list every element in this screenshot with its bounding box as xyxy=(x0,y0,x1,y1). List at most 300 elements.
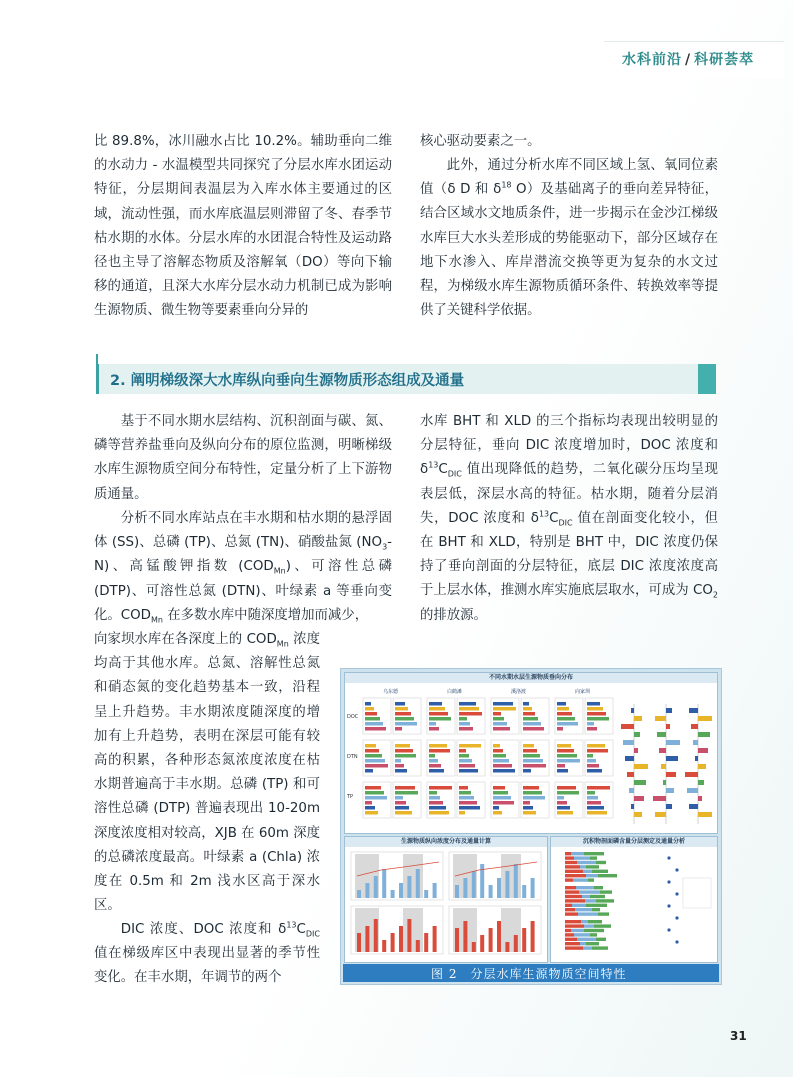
diverging-bar xyxy=(698,732,710,737)
profile-bar xyxy=(365,786,381,790)
scatter-point xyxy=(675,892,678,895)
sediment-bar xyxy=(573,878,588,881)
profile-bar xyxy=(459,744,481,748)
profile-bar xyxy=(523,769,531,773)
flux-bar xyxy=(399,883,403,898)
scatter-point xyxy=(675,916,678,919)
legend-box xyxy=(683,878,711,908)
profile-bar xyxy=(557,806,570,810)
profile-bar xyxy=(557,786,576,790)
profile-bar xyxy=(493,811,502,815)
profile-bar xyxy=(523,744,534,748)
sediment-bar xyxy=(565,865,580,868)
profile-bar xyxy=(523,749,537,753)
profile-bar xyxy=(557,744,571,748)
diverging-bar xyxy=(685,772,698,777)
diverging-bar xyxy=(655,716,666,721)
figure-panel-sediment-phosphorus xyxy=(550,836,718,963)
sediment-bar xyxy=(574,933,590,936)
sediment-bar xyxy=(565,886,576,889)
profile-bar xyxy=(557,712,572,716)
sediment-bar xyxy=(598,874,617,877)
profile-bar xyxy=(493,744,500,748)
sediment-bar xyxy=(565,899,585,902)
sediment-bar xyxy=(581,920,588,923)
sediment-bar xyxy=(588,920,602,923)
sediment-bar xyxy=(565,920,581,923)
profile-bar xyxy=(587,749,608,753)
flux-bar xyxy=(357,933,361,952)
flux-bar xyxy=(399,926,403,952)
profile-bar xyxy=(587,764,599,768)
sediment-bar xyxy=(590,856,597,859)
flux-bar xyxy=(416,940,420,952)
flux-bar xyxy=(514,935,518,952)
diverging-bar xyxy=(627,772,634,777)
profile-bar xyxy=(557,801,567,805)
longitudinal-flux-charts xyxy=(345,848,547,961)
flux-bar xyxy=(424,933,428,952)
profile-bar xyxy=(587,722,594,726)
flux-bar xyxy=(497,878,501,898)
sediment-bar xyxy=(576,886,594,889)
scatter-point xyxy=(675,868,678,871)
sediment-bar xyxy=(582,895,590,898)
profile-bar xyxy=(429,727,439,731)
sediment-bar xyxy=(596,899,614,902)
sediment-bar xyxy=(584,852,604,855)
profile-bar xyxy=(587,744,605,748)
sediment-bar xyxy=(571,929,584,932)
profile-bar xyxy=(459,707,479,711)
scatter-point xyxy=(667,856,670,859)
diverging-bar xyxy=(687,788,698,793)
profile-bar xyxy=(429,712,448,716)
sediment-bar xyxy=(565,929,571,932)
profile-bar xyxy=(365,707,374,711)
profile-bar xyxy=(493,786,505,790)
left-bottom-paragraph-4: DIC 浓度、DOC 浓度和 $\delta^{13}C_{DIC}$ 值在梯级库区中表现出显著的季节性变化。在丰水期，年调节的两个 xyxy=(94,920,320,986)
figure-panel-title-left: 生源物质纵向浓度分布及通量计算 xyxy=(345,837,547,847)
diverging-bar xyxy=(634,796,644,801)
diverging-bar xyxy=(693,740,698,745)
flux-bar xyxy=(489,885,493,898)
profile-bar xyxy=(395,759,401,763)
profile-bar xyxy=(523,712,535,716)
profile-bar xyxy=(395,754,416,758)
flux-bar xyxy=(407,919,411,952)
profile-bar xyxy=(557,769,568,773)
sediment-bar xyxy=(596,861,606,864)
profile-bar xyxy=(557,749,574,753)
profile-bar xyxy=(557,754,577,758)
sediment-bar xyxy=(565,946,583,949)
diverging-bar xyxy=(689,708,698,713)
diverging-bar xyxy=(698,812,712,817)
flux-bar xyxy=(374,876,378,898)
diverging-bar xyxy=(698,748,708,753)
sediment-bar xyxy=(571,852,584,855)
sediment-bar xyxy=(565,942,580,945)
profile-bar xyxy=(365,796,387,800)
profile-bar xyxy=(429,749,450,753)
profile-bar xyxy=(459,806,480,810)
diverging-bar xyxy=(625,756,634,761)
flux-bar xyxy=(472,871,476,898)
profile-bar xyxy=(523,727,544,731)
profile-bar xyxy=(395,806,409,810)
profile-bar xyxy=(365,769,373,773)
diverging-bar xyxy=(698,764,706,769)
figure-2 xyxy=(340,668,722,985)
profile-bar xyxy=(523,806,533,810)
diverging-bar xyxy=(631,708,634,713)
profile-bar xyxy=(587,707,603,711)
sediment-bar xyxy=(585,899,596,902)
profile-bar xyxy=(493,769,515,773)
reservoir-label: 向家坝 xyxy=(575,689,591,695)
sediment-bar xyxy=(586,865,599,868)
row-label: TP xyxy=(347,794,354,800)
profile-bar xyxy=(459,727,473,731)
reservoir-label: 白鹤滩 xyxy=(447,689,463,695)
profile-bar xyxy=(557,727,563,731)
sediment-bar xyxy=(590,895,605,898)
profile-bar xyxy=(557,707,569,711)
profile-bar xyxy=(429,769,444,773)
profile-bar xyxy=(365,744,376,748)
sediment-bar xyxy=(565,852,571,855)
profile-bar xyxy=(587,727,597,731)
sediment-bar xyxy=(584,924,594,927)
profile-bar xyxy=(395,707,408,711)
profile-bar xyxy=(587,702,600,706)
right-bottom-paragraph: 水库 BHT 和 XLD 的三个指标均表现出较明显的分层特征，垂向 DIC 浓度增加时，DOC 浓度和 $\delta^{13}C_{DIC}$ 值出现降低的趋势，二氧化碳分压均呈现表层低，深层水高的特征。枯水期，随着分层消失，DOC 浓度和 $\delta^{13}C_{DIC}$ 值在剖面变化较小，但在 BHT 和 XLD，特别是 BHT 中，DIC 浓度仍保持了垂向剖面的分层特征，底层 DIC 浓度浓度高于上层水体，推测水库实施底层取水，可成为 $CO_2$ 的排放源。 xyxy=(420,414,718,623)
figure-panel-vertical-distribution xyxy=(344,672,718,834)
profile-bar xyxy=(587,811,607,815)
profile-bar xyxy=(587,791,595,795)
profile-bar xyxy=(587,801,601,805)
profile-bar xyxy=(557,796,564,800)
scatter-point xyxy=(675,940,678,943)
diverging-bar xyxy=(634,764,648,769)
section-title: 2. 阐明梯级深大水库纵向垂向生源物质形态组成及通量 xyxy=(110,373,465,389)
diverging-bar xyxy=(666,756,678,761)
flux-bar xyxy=(531,921,535,952)
profile-bar xyxy=(365,759,385,763)
profile-bar xyxy=(557,791,579,795)
left-bottom-paragraph-2: 分析不同水库站点在丰水期和枯水期的悬浮固体 (SS)、总磷 (TP)、总氮 (TN)、硝酸盐氮 $(NO_3-N)$、高锰酸钾指数 $(COD_{Mn})$、可溶性总磷 (DTP)、可溶性总氮 (DTN)、叶绿素 a 等垂向变化。$COD_{Mn}$ 在多数水库中随深度增加而减少， xyxy=(94,511,392,625)
flux-bar xyxy=(424,890,428,898)
shaded-region xyxy=(501,908,521,952)
profile-bar xyxy=(395,769,407,773)
profile-bar xyxy=(365,749,379,753)
sediment-bar xyxy=(586,874,598,877)
profile-bar xyxy=(429,702,442,706)
diverging-bar xyxy=(695,756,698,761)
profile-bar xyxy=(523,717,538,721)
profile-bar xyxy=(459,786,468,790)
flux-bar xyxy=(497,921,501,952)
sediment-bar xyxy=(584,929,604,932)
profile-bar xyxy=(459,791,471,795)
sediment-bar xyxy=(586,904,607,907)
sediment-bar xyxy=(577,938,596,941)
figure-caption-bar xyxy=(343,964,719,982)
profile-bar xyxy=(587,712,606,716)
profile-bar xyxy=(523,764,546,768)
profile-bar xyxy=(493,707,516,711)
profile-bar xyxy=(493,749,503,753)
diverging-bar xyxy=(666,788,674,793)
profile-bar xyxy=(365,811,378,815)
flux-bar xyxy=(357,890,361,898)
flux-bar xyxy=(374,919,378,952)
scatter-point xyxy=(667,904,670,907)
sediment-bar xyxy=(574,856,590,859)
flux-bar xyxy=(382,869,386,898)
profile-bar xyxy=(587,796,598,800)
diverging-bar xyxy=(634,748,638,753)
profile-bar xyxy=(429,717,451,721)
profile-bar xyxy=(493,754,506,758)
profile-bar xyxy=(365,791,384,795)
profile-bar xyxy=(395,801,406,805)
figure-panel-title-right: 沉积物剖面磷含量分层测定及通量分析 xyxy=(551,837,717,847)
profile-bar xyxy=(429,811,449,815)
scatter-point xyxy=(667,880,670,883)
sediment-bar xyxy=(578,912,598,915)
profile-bar xyxy=(395,791,418,795)
diverging-bar xyxy=(666,804,672,809)
profile-bar xyxy=(493,801,514,805)
sediment-bar xyxy=(575,908,592,911)
diverging-bar xyxy=(655,812,666,817)
profile-bar xyxy=(557,759,580,763)
diverging-bar xyxy=(634,780,646,785)
diverging-bar xyxy=(621,724,634,729)
sediment-bar xyxy=(588,878,594,881)
profile-bar xyxy=(523,791,542,795)
sediment-bar xyxy=(600,890,612,893)
sediment-bar xyxy=(565,904,572,907)
profile-bar xyxy=(523,786,539,790)
sediment-bar xyxy=(598,912,609,915)
profile-bar xyxy=(459,811,465,815)
profile-bar xyxy=(587,806,604,810)
profile-bar xyxy=(395,764,404,768)
sediment-bar xyxy=(579,890,600,893)
scatter-point xyxy=(667,928,670,931)
profile-bar xyxy=(395,712,411,716)
diverging-bar xyxy=(689,804,698,809)
profile-bar xyxy=(459,769,478,773)
profile-bar xyxy=(429,764,441,768)
profile-bar xyxy=(395,786,415,790)
diverging-bar xyxy=(657,732,666,737)
profile-bar xyxy=(459,759,472,763)
profile-bar xyxy=(429,759,438,763)
diverging-bar xyxy=(666,708,672,713)
diverging-bar xyxy=(659,748,666,753)
sediment-bar xyxy=(565,933,574,936)
left-bottom-paragraph-3: 向家坝水库在各深度上的 $COD_{Mn}$ 浓度均高于其他水库。总氮、溶解性总氮和硝态氮的变化趋势基本一致，沿程呈上升趋势。丰水期浓度随深度的增加有上升趋势，表明在深层可能有较高的积累，各种形态氮浓度浓度在枯水期普遍高于丰水期。总磷 (TP) 和可溶性总磷 (DTP) 普遍表现出 10-20m 深度浓度相对较高，XJB 在 60m 深度的总磷浓度最高。叶绿素 a (Chla) 浓度在 0.5m 和 2m 浅水区高于深水区。 xyxy=(94,632,320,914)
sediment-bar xyxy=(594,924,611,927)
profile-bar xyxy=(523,811,536,815)
figure-caption: 图 2 分层水库生源物质空间特性 xyxy=(431,967,627,981)
profile-bar xyxy=(429,744,447,748)
profile-bar xyxy=(557,811,573,815)
shaded-region xyxy=(403,908,423,952)
profile-bar xyxy=(493,702,513,706)
profile-bar xyxy=(459,764,475,768)
flux-bar xyxy=(455,885,459,898)
sediment-bar xyxy=(565,895,582,898)
profile-bar xyxy=(459,801,477,805)
profile-bar xyxy=(365,801,372,805)
profile-bar xyxy=(523,796,545,800)
sediment-bar xyxy=(565,890,579,893)
header-title: 水科前沿 / 科研荟萃 xyxy=(622,52,755,68)
profile-bar xyxy=(557,717,575,721)
diverging-bar xyxy=(634,716,642,721)
profile-bar xyxy=(557,764,565,768)
flux-bar xyxy=(433,926,437,952)
flux-bar xyxy=(463,878,467,898)
flux-bar xyxy=(391,890,395,898)
profile-bar xyxy=(365,764,388,768)
vertical-profile-charts xyxy=(345,684,717,832)
profile-bar xyxy=(459,702,476,706)
sediment-bar xyxy=(565,878,573,881)
diverging-bar xyxy=(666,724,670,729)
profile-bar xyxy=(587,759,596,763)
profile-bar xyxy=(395,717,414,721)
diverging-bar xyxy=(623,740,634,745)
profile-bar xyxy=(395,796,403,800)
profile-bar xyxy=(493,727,510,731)
diverging-bar xyxy=(629,788,634,793)
profile-bar xyxy=(587,786,610,790)
profile-bar xyxy=(365,712,377,716)
flux-bar xyxy=(522,885,526,898)
profile-bar xyxy=(587,717,609,721)
flux-bar xyxy=(416,869,420,898)
profile-bar xyxy=(395,727,402,731)
flux-bar xyxy=(514,864,518,898)
sediment-bar xyxy=(565,924,584,927)
profile-bar xyxy=(365,702,371,706)
page-number: 31 xyxy=(730,1029,747,1043)
sediment-bar xyxy=(580,942,586,945)
sediment-bar xyxy=(592,870,608,873)
profile-bar xyxy=(523,707,532,711)
sediment-bar xyxy=(583,946,592,949)
profile-bar xyxy=(557,702,566,706)
profile-bar xyxy=(523,801,530,805)
profile-bar xyxy=(429,754,435,758)
right-top-paragraph-2: 此外，通过分析水库不同区域上氢、氧同位素值（δ D 和 $\delta^{18}$ O）及基础离子的垂向差异特征，结合区域水文地质条件，进一步揭示在金沙江梯级水库巨大水头差形成的势能驱动下，部分区域存在地下水渗入、库岸潜流交换等更为复杂的水文过程，为梯级水库生源物质循环条件、转换效率等提供了关键科学依据。 xyxy=(420,158,718,319)
diverging-bar xyxy=(666,740,680,745)
flux-bar xyxy=(382,940,386,952)
sediment-bar xyxy=(565,874,586,877)
row-label: DTN xyxy=(347,754,358,760)
profile-bar xyxy=(557,722,578,726)
sediment-bar xyxy=(565,861,577,864)
diverging-bar xyxy=(634,732,640,737)
profile-bar xyxy=(587,754,593,758)
diverging-bar xyxy=(631,804,634,809)
sediment-bar xyxy=(565,908,575,911)
diverging-bar xyxy=(698,716,712,721)
sediment-bar xyxy=(583,870,592,873)
sediment-bar xyxy=(590,933,597,936)
profile-bar xyxy=(365,754,382,758)
profile-bar xyxy=(395,744,410,748)
sediment-bar xyxy=(592,946,608,949)
sediment-bar xyxy=(586,942,599,945)
diverging-bar xyxy=(691,724,698,729)
profile-bar xyxy=(365,806,375,810)
profile-bar xyxy=(459,796,474,800)
profile-bar xyxy=(429,791,437,795)
profile-bar xyxy=(395,811,412,815)
reservoir-label: 溪洛渡 xyxy=(511,689,527,695)
flux-bar xyxy=(489,928,493,952)
left-top-paragraph: 比 89.8%，冰川融水占比 10.2%。辅助垂向二维的水动力 - 水温模型共同探究了分层水库水团运动特征，分层期间表温层为入库水体主要通过的区域，流动性强，而水库底温层则滞留了冬、春季节枯水期的水体。分层水库的水团混合特性及运动路径也主导了溶解态物质及溶解氧（DO）等向下输移的通道，且深大水库分层水动力机制已成为影响生源物质、微生物等要素垂向分异的 xyxy=(94,134,392,319)
sediment-bar xyxy=(580,865,586,868)
diverging-bar xyxy=(698,780,704,785)
reservoir-label: 乌东德 xyxy=(383,689,399,695)
profile-bar xyxy=(493,791,508,795)
shaded-region xyxy=(403,854,423,898)
profile-bar xyxy=(493,806,499,810)
sediment-bar xyxy=(565,938,577,941)
profile-bar xyxy=(365,722,383,726)
sediment-phosphorus-chart xyxy=(551,848,717,961)
profile-bar xyxy=(523,702,529,706)
diverging-bar xyxy=(661,764,666,769)
diverging-bar xyxy=(666,772,676,777)
profile-bar xyxy=(493,712,501,716)
flux-bar xyxy=(505,871,509,898)
profile-bar xyxy=(459,754,469,758)
left-bottom-paragraph-1: 基于不同水期水层结构、沉积剖面与碳、氮、磷等营养盐垂向及纵向分布的原位监测，明晰梯级水库生源物质空间分布特性，定量分析了上下游物质通量。 xyxy=(94,414,392,502)
diverging-bar xyxy=(653,796,666,801)
profile-bar xyxy=(459,722,470,726)
profile-bar xyxy=(523,754,540,758)
profile-bar xyxy=(523,722,541,726)
profile-bar xyxy=(429,722,436,726)
flux-bar xyxy=(505,942,509,952)
profile-bar xyxy=(395,702,405,706)
shaded-region xyxy=(501,854,521,898)
profile-bar xyxy=(493,722,507,726)
profile-bar xyxy=(395,722,417,726)
profile-bar xyxy=(459,712,482,716)
sediment-bar xyxy=(592,908,600,911)
profile-bar xyxy=(429,707,445,711)
flux-bar xyxy=(391,933,395,952)
profile-bar xyxy=(493,796,511,800)
sediment-bar xyxy=(594,886,603,889)
sediment-bar xyxy=(565,856,574,859)
profile-bar xyxy=(523,759,543,763)
profile-bar xyxy=(365,727,386,731)
profile-bar xyxy=(493,764,512,768)
right-top-paragraph-1: 核心驱动要素之一。 xyxy=(420,134,541,149)
sediment-bar xyxy=(565,912,578,915)
